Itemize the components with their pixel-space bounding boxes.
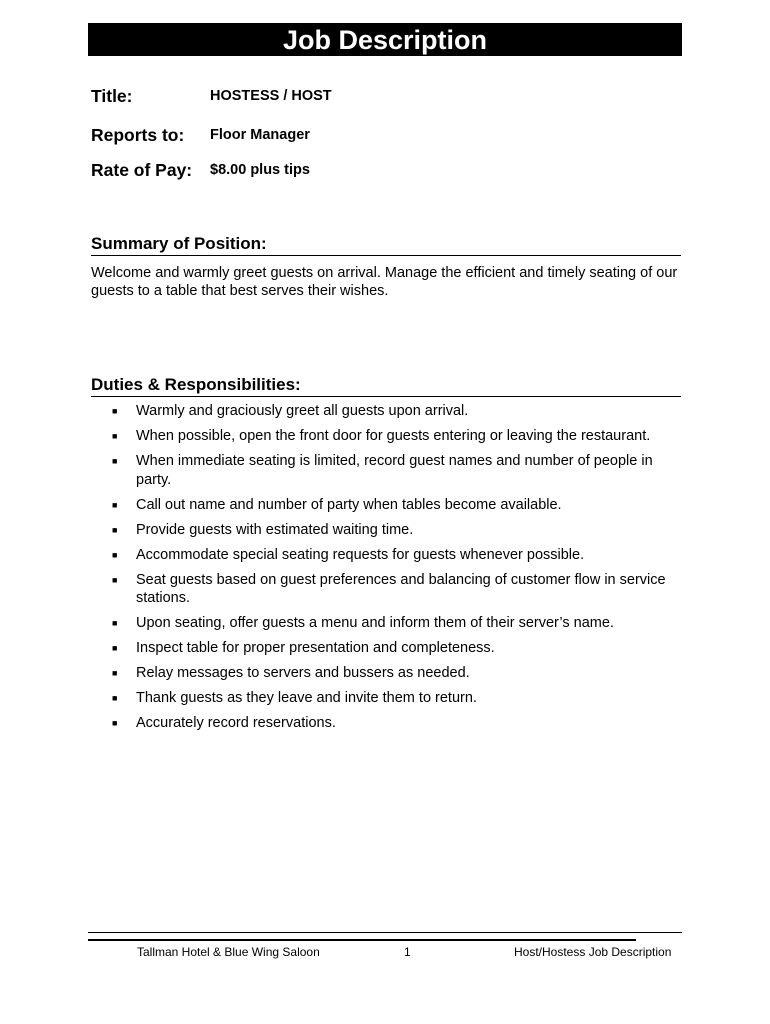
duty-item [110, 546, 682, 565]
duty-text: Inspect table for proper presentation and completeness. [136, 640, 495, 656]
rate-of-pay-value: $8.00 plus tips [210, 162, 310, 178]
duty-text: Accurately record reservations. [136, 715, 336, 731]
bullet-icon: ■ [112, 718, 118, 728]
duty-text: When possible, open the front door for guests entering or leaving the restaurant. [136, 428, 651, 444]
bullet-icon: ■ [112, 618, 118, 628]
duty-text: Upon seating, offer guests a menu and inform them of their server’s name. [136, 615, 614, 631]
bullet-icon: ■ [112, 668, 118, 678]
duty-item [110, 452, 682, 489]
duty-text: Relay messages to servers and bussers as needed. [136, 665, 470, 681]
duty-item [110, 714, 682, 733]
duty-text: Call out name and number of party when tables become available. [136, 496, 562, 513]
bullet-icon: ■ [112, 643, 118, 653]
duty-item [110, 614, 682, 633]
duties-list [110, 402, 682, 739]
duty-text: Seat guests based on guest preferences and balancing of customer flow in service stations. [136, 571, 666, 606]
reports-to-label: Reports to: [91, 125, 185, 145]
footer-document-title: Host/Hostess Job Description [514, 945, 672, 959]
bullet-icon: ■ [112, 499, 118, 510]
footer-divider [88, 932, 682, 933]
bullet-icon: ■ [112, 431, 118, 441]
duty-item [110, 639, 682, 658]
duty-text: Provide guests with estimated waiting time. [136, 521, 414, 538]
bullet-icon: ■ [112, 406, 118, 416]
rate-of-pay-label: Rate of Pay: [91, 160, 193, 180]
bullet-icon: ■ [112, 549, 118, 560]
duty-item [110, 689, 682, 708]
bullet-icon: ■ [112, 524, 118, 535]
summary-heading: Summary of Position: [91, 234, 681, 256]
title-label: Title: [91, 86, 133, 106]
duty-item [110, 496, 682, 515]
duties-heading: Duties & Responsibilities: [91, 375, 681, 397]
bullet-icon: ■ [112, 456, 118, 466]
reports-to-value: Floor Manager [210, 127, 310, 143]
footer-organization: Tallman Hotel & Blue Wing Saloon [137, 945, 320, 959]
summary-text: Welcome and warmly greet guests on arrival. Manage the efficient and timely seating of our guests to a table that best serves their wishes. [91, 265, 678, 299]
bullet-icon: ■ [112, 574, 118, 585]
duty-item [110, 427, 682, 446]
duty-item [110, 402, 682, 421]
duty-text: When immediate seating is limited, record guest names and number of people in party. [136, 453, 653, 488]
duty-text: Warmly and graciously greet all guests upon arrival. [136, 403, 469, 419]
footer-divider-thick [88, 939, 636, 941]
duty-item [110, 521, 682, 540]
duty-item [110, 664, 682, 683]
title-value: HOSTESS / HOST [210, 88, 332, 104]
duty-text: Thank guests as they leave and invite them to return. [136, 690, 477, 706]
duty-text: Accommodate special seating requests for guests whenever possible. [136, 546, 585, 563]
duty-item [110, 571, 682, 608]
page-title: Job Description [88, 23, 682, 56]
bullet-icon: ■ [112, 693, 118, 703]
footer-page-number: 1 [404, 945, 411, 959]
